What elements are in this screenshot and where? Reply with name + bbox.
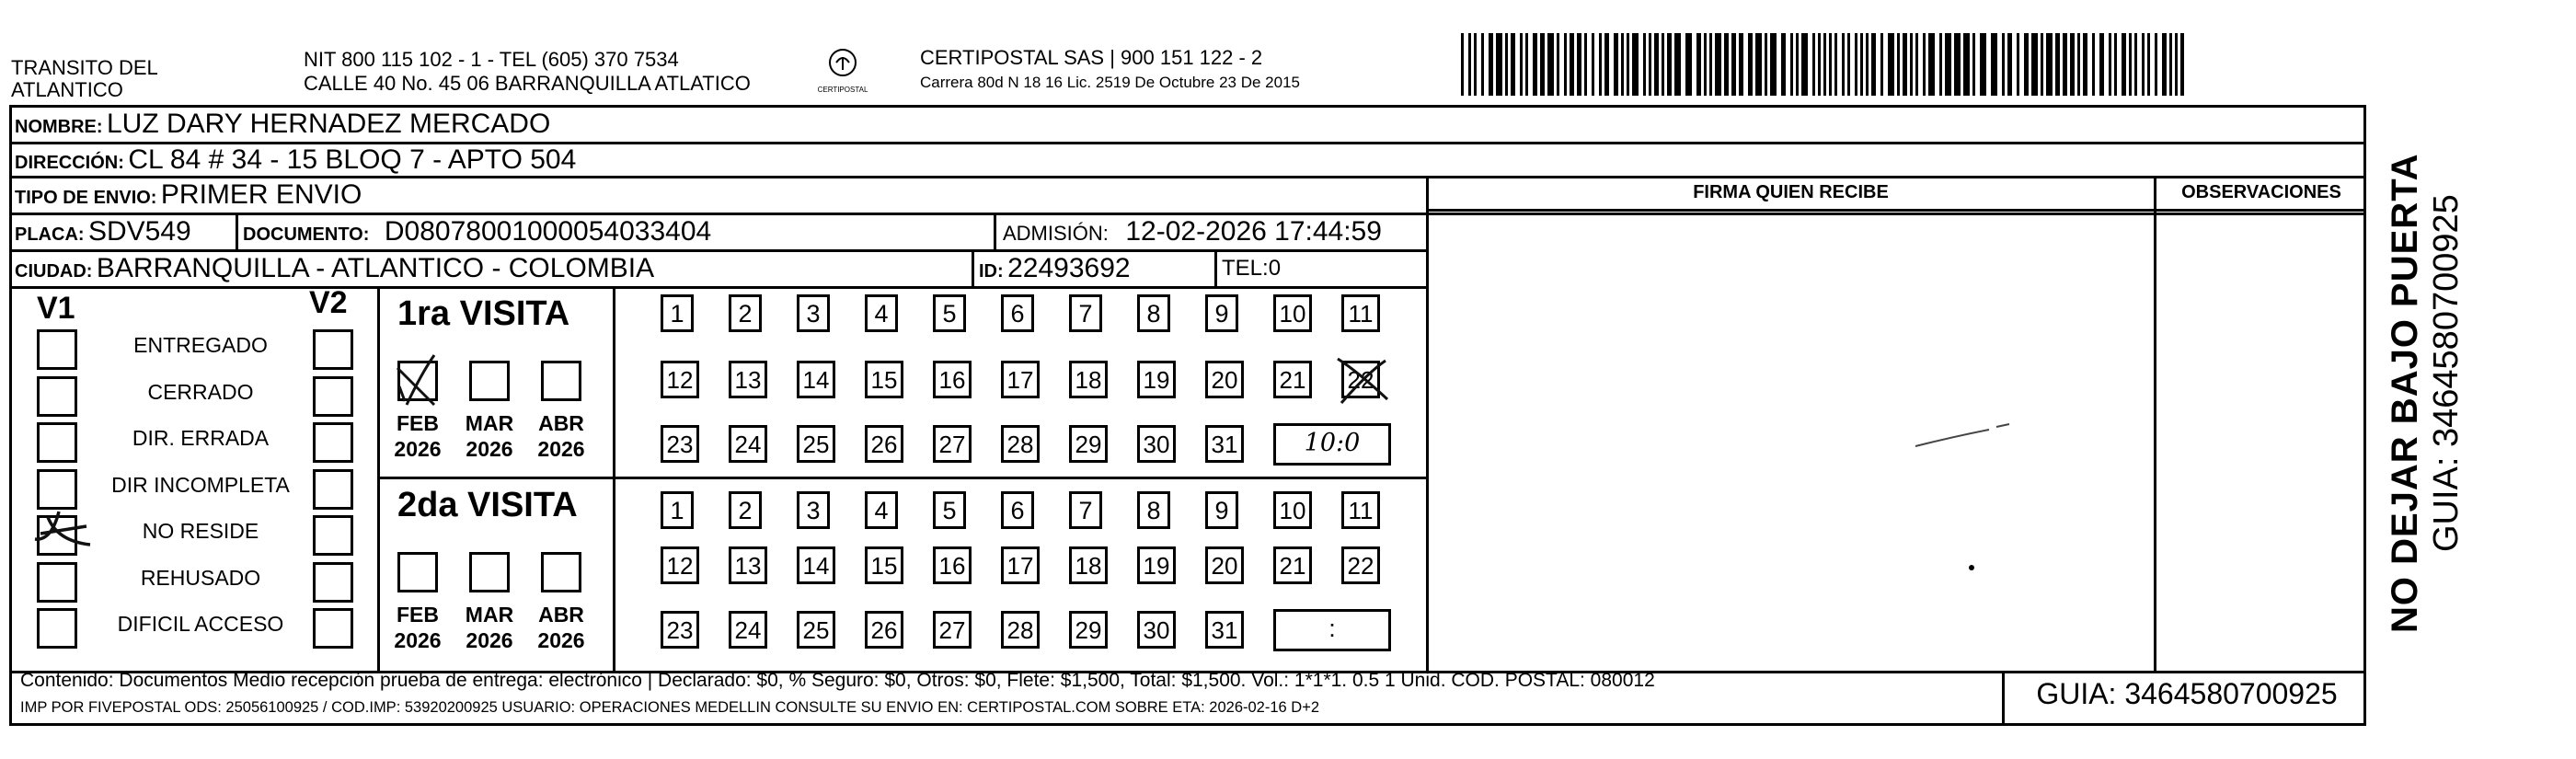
sender-name-line1: TRANSITO DEL [11, 56, 158, 79]
first-day-box[interactable]: 6 [1001, 294, 1034, 332]
reason-label: NO RESIDE [142, 519, 259, 543]
second-day-box[interactable]: 31 [1205, 611, 1244, 649]
certipostal-logo [806, 46, 880, 99]
second-day-box[interactable]: 16 [933, 546, 972, 584]
first-day-box[interactable]: 8 [1137, 294, 1170, 332]
barcode-bar [1765, 33, 1767, 96]
barcode-bar [1790, 33, 1793, 96]
barcode-bar [2169, 33, 2172, 96]
v1-label: V1 [37, 291, 75, 326]
barcode-bar [1468, 33, 1471, 96]
first-day-box[interactable]: 28 [1001, 425, 1040, 463]
barcode-bar [1704, 33, 1707, 96]
barcode-bar [1570, 33, 1574, 96]
barcode-bar [1812, 33, 1815, 96]
first-day-box[interactable]: 1 [661, 294, 694, 332]
barcode-bar [1724, 33, 1729, 96]
barcode-bar [1685, 33, 1692, 96]
month-name: FEB [397, 411, 439, 435]
nombre-label: NOMBRE: [15, 117, 103, 137]
barcode-bar [1557, 33, 1559, 96]
barcode-bar [1860, 33, 1863, 96]
first-day-box[interactable]: 17 [1001, 361, 1040, 398]
documento-label: DOCUMENTO: [243, 224, 370, 245]
month-name: FEB [397, 603, 439, 627]
barcode-bar [1520, 33, 1523, 96]
barcode-bar [1923, 33, 1926, 96]
barcode-bar [1667, 33, 1672, 96]
month-year: 2026 [394, 437, 442, 461]
barcode-bar [1829, 33, 1832, 96]
barcode-bar [1533, 33, 1537, 96]
barcode-bar [1621, 33, 1624, 96]
second-day-box[interactable]: 14 [797, 546, 835, 584]
nombre-field [15, 109, 550, 140]
barcode-bar [1842, 33, 1845, 96]
barcode-bar [1855, 33, 1857, 96]
barcode-bar [1801, 33, 1808, 96]
tel-value: 0 [1268, 256, 1282, 281]
imp-text: IMP POR FIVEPOSTAL ODS: 25056100925 / COD.IMP: 53920200925 USUARIO: OPERACIONES MEDELLIN CONSULTE SU ENVIO EN: CERTIPOSTAL.COM SOBRE ETA: 2026-02-16 D+2 [20, 699, 1320, 716]
logo-text: CERTIPOSTAL [817, 86, 868, 94]
month-name: ABR [538, 603, 584, 627]
second-day-box[interactable]: 1 [661, 491, 694, 529]
second-day-box[interactable]: 28 [1001, 611, 1040, 649]
barcode-bar [1599, 33, 1602, 96]
barcode-bar [2147, 33, 2150, 96]
barcode-bar [1474, 33, 1477, 96]
barcode-bar [2083, 33, 2087, 96]
tipo-envio-label: TIPO DE ENVIO: [15, 188, 157, 208]
id-label: ID: [979, 261, 1004, 282]
first-day-box[interactable]: 7 [1069, 294, 1102, 332]
first-day-box[interactable]: 16 [933, 361, 972, 398]
first-day-box[interactable]: 20 [1205, 361, 1244, 398]
v1-checkbox[interactable] [37, 376, 77, 417]
reason-label: ENTREGADO [133, 333, 268, 357]
side-guia: GUIA: 3464580700925 [2427, 194, 2466, 552]
month-year: 2026 [394, 628, 442, 652]
documento-value: D08078001000054033404 [384, 216, 712, 247]
sender-name [11, 57, 158, 101]
barcode-bar [2114, 33, 2117, 96]
barcode-bar [2063, 33, 2067, 96]
barcode-bar [1972, 33, 1975, 96]
barcode-bar [2129, 33, 2132, 96]
barcode-bar [1818, 33, 1821, 96]
barcode-bar [1770, 33, 1777, 96]
second-day-box[interactable]: 2 [729, 491, 762, 529]
barcode-bar [1963, 33, 1970, 96]
barcode-bar [1739, 33, 1743, 96]
barcode-bar [1709, 33, 1712, 96]
first-day-box[interactable]: 25 [797, 425, 835, 463]
barcode-bar [2046, 33, 2053, 96]
first-day-box[interactable]: 15 [865, 361, 903, 398]
barcode-bar [1939, 33, 1942, 96]
first-day-box[interactable]: 11 [1341, 294, 1380, 332]
barcode-bar [1696, 33, 1701, 96]
direccion-label: DIRECCIÓN: [15, 153, 124, 173]
barcode-bar [1564, 33, 1567, 96]
reason-label: DIR INCOMPLETA [111, 472, 290, 497]
placa-field [15, 216, 191, 247]
first-day-box[interactable]: 9 [1205, 294, 1238, 332]
second-day-box[interactable]: 24 [729, 611, 767, 649]
first-month-checkbox[interactable] [541, 361, 581, 401]
barcode-bar [1505, 33, 1508, 96]
first-month-checkbox[interactable] [397, 361, 438, 401]
month-year: 2026 [537, 437, 585, 461]
second-day-box[interactable]: 22 [1341, 546, 1380, 584]
second-day-box[interactable]: 15 [865, 546, 903, 584]
second-visit-title: 2da VISITA [397, 486, 578, 524]
second-day-box[interactable]: 26 [865, 611, 903, 649]
second-day-box[interactable]: 12 [661, 546, 699, 584]
v1-checkbox[interactable] [37, 562, 77, 603]
barcode-bar [1662, 33, 1664, 96]
reason-label: DIR. ERRADA [132, 426, 270, 450]
barcode-bar [1915, 33, 1918, 96]
barcode-bar [1748, 33, 1753, 96]
first-day-box[interactable]: 2 [729, 294, 762, 332]
direccion-field [15, 144, 576, 176]
barcode-bar [2134, 33, 2137, 96]
barcode-bar [1577, 33, 1581, 96]
barcode-bar [2002, 33, 2005, 96]
direccion-value: CL 84 # 34 - 15 BLOQ 7 - APTO 504 [128, 144, 577, 175]
barcode-bar [1654, 33, 1659, 96]
month-name: MAR [465, 603, 514, 627]
first-day-box[interactable]: 10 [1273, 294, 1312, 332]
barcode-bar [2109, 33, 2111, 96]
barcode-bar [2024, 33, 2029, 96]
id-value: 22493692 [1007, 253, 1131, 283]
v2-checkbox[interactable] [313, 562, 353, 603]
barcode-bar [1715, 33, 1721, 96]
barcode-bar [1755, 33, 1762, 96]
courier-name: CERTIPOSTAL SAS | 900 151 122 - 2 [920, 46, 1263, 69]
second-month-checkbox[interactable] [397, 552, 438, 592]
barcode-bar [2099, 33, 2104, 96]
contenido-text: Contenido: Documentos Medio recepción prueba de entrega: electrónico | Declarado: $0, % Seguro: $0, Otros: $0, Flete: $1,500, Total: $1,500. Vol.: 1*1*1. 0.5 1 Unid. COD. POSTAL: 080012 [20, 670, 1655, 691]
barcode [1461, 33, 2184, 96]
month-name: ABR [538, 411, 584, 435]
v2-checkbox[interactable] [313, 608, 353, 649]
second-day-box[interactable]: 27 [933, 611, 972, 649]
id-field [979, 253, 1131, 284]
barcode-bar [2142, 33, 2145, 96]
barcode-bar [1632, 33, 1639, 96]
first-day-box[interactable]: 12 [661, 361, 699, 398]
first-day-box[interactable]: 27 [933, 425, 972, 463]
tel-label: TEL: [1222, 256, 1269, 281]
second-day-box[interactable]: 21 [1273, 546, 1312, 584]
second-day-box[interactable]: 17 [1001, 546, 1040, 584]
first-month-label [390, 410, 445, 462]
second-month-checkbox[interactable] [469, 552, 510, 592]
second-day-box[interactable]: 30 [1137, 611, 1176, 649]
second-day-box[interactable]: 6 [1001, 491, 1034, 529]
sender-address: CALLE 40 No. 45 06 BARRANQUILLA ATLATICO [304, 72, 751, 95]
first-month-checkbox[interactable] [469, 361, 510, 401]
barcode-bar [1796, 33, 1799, 96]
reason-label: CERRADO [147, 379, 254, 404]
barcode-bar [1888, 33, 1894, 96]
barcode-bar [1489, 33, 1493, 96]
admision-value: 12-02-2026 17:44:59 [1125, 216, 1382, 247]
reason-label: DIFICIL ACCESO [117, 612, 284, 636]
first-day-box[interactable]: 4 [865, 294, 898, 332]
second-day-box[interactable]: 11 [1341, 491, 1380, 529]
barcode-bar [1897, 33, 1900, 96]
barcode-bar [1928, 33, 1935, 96]
second-day-box[interactable]: 19 [1137, 546, 1176, 584]
month-year: 2026 [466, 437, 513, 461]
barcode-bar [1834, 33, 1837, 96]
barcode-bar [2041, 33, 2043, 96]
barcode-bar [1584, 33, 1587, 96]
second-day-box[interactable]: 3 [797, 491, 830, 529]
v1-checkbox[interactable] [37, 422, 77, 463]
second-day-box[interactable]: 25 [797, 611, 835, 649]
first-day-box[interactable]: 22 [1341, 361, 1380, 398]
sender-nit: NIT 800 115 102 - 1 - TEL (605) 370 7534 [304, 48, 679, 71]
barcode-bar [2007, 33, 2012, 96]
first-day-box[interactable]: 3 [797, 294, 830, 332]
barcode-bar [1991, 33, 1997, 96]
second-day-box[interactable]: 13 [729, 546, 767, 584]
second-month-label [534, 602, 589, 653]
barcode-bar [1649, 33, 1651, 96]
placa-value: SDV549 [88, 216, 191, 247]
barcode-bar [2175, 33, 2178, 96]
v1-checkbox[interactable] [37, 329, 77, 370]
barcode-bar [1866, 33, 1869, 96]
barcode-bar [2180, 33, 2184, 96]
ciudad-value: BARRANQUILLA - ATLANTICO - COLOMBIA [96, 253, 655, 283]
first-day-box[interactable]: 5 [933, 294, 966, 332]
barcode-bar [2092, 33, 2095, 96]
first-day-box[interactable]: 23 [661, 425, 699, 463]
v2-checkbox[interactable] [313, 469, 353, 510]
first-day-box[interactable]: 14 [797, 361, 835, 398]
courier-license: Carrera 80d N 18 16 Lic. 2519 De Octubre 23 De 2015 [920, 74, 1300, 91]
barcode-bar [1823, 33, 1826, 96]
sender-name-line2: ATLANTICO [11, 78, 123, 101]
second-day-box[interactable]: 5 [933, 491, 966, 529]
barcode-bar [2031, 33, 2038, 96]
barcode-bar [1547, 33, 1554, 96]
tipo-envio-field [15, 179, 362, 211]
first-day-box[interactable]: 31 [1205, 425, 1244, 463]
barcode-bar [1496, 33, 1502, 96]
barcode-bar [1954, 33, 1961, 96]
second-day-box[interactable]: 7 [1069, 491, 1102, 529]
barcode-bar [2070, 33, 2075, 96]
documento-field [243, 216, 711, 247]
admision-label: ADMISIÓN: [1003, 222, 1109, 245]
first-month-label [462, 410, 517, 462]
second-day-box[interactable]: 4 [865, 491, 898, 529]
barcode-bar [1880, 33, 1883, 96]
v2-checkbox[interactable] [313, 515, 353, 556]
first-day-box[interactable]: 29 [1069, 425, 1108, 463]
month-year: 2026 [537, 628, 585, 652]
second-day-box[interactable]: 18 [1069, 546, 1108, 584]
barcode-bar [2055, 33, 2060, 96]
first-day-box[interactable]: 19 [1137, 361, 1176, 398]
first-time-box[interactable]: 10:0 [1273, 423, 1391, 466]
observaciones-label: OBSERVACIONES [2181, 182, 2341, 202]
barcode-bar [2077, 33, 2080, 96]
barcode-bar [1910, 33, 1913, 96]
v1-checkbox[interactable] [37, 469, 77, 510]
month-name: MAR [465, 411, 514, 435]
barcode-bar [1980, 33, 1986, 96]
nombre-value: LUZ DARY HERNADEZ MERCADO [107, 109, 551, 139]
first-day-box[interactable]: 30 [1137, 425, 1176, 463]
barcode-bar [1511, 33, 1515, 96]
barcode-bar [1903, 33, 1907, 96]
tipo-envio-value: PRIMER ENVIO [160, 179, 362, 210]
barcode-bar [1614, 33, 1618, 96]
second-month-label [390, 602, 445, 653]
v2-checkbox[interactable] [313, 329, 353, 370]
barcode-bar [2155, 33, 2157, 96]
firma-label: FIRMA QUIEN RECIBE [1693, 182, 1889, 202]
second-time-box[interactable]: : [1273, 609, 1391, 651]
barcode-bar [1604, 33, 1609, 96]
barcode-bar [1461, 33, 1464, 96]
barcode-bar [1627, 33, 1629, 96]
second-day-box[interactable]: 20 [1205, 546, 1244, 584]
second-day-box[interactable]: 23 [661, 611, 699, 649]
barcode-bar [2122, 33, 2126, 96]
first-day-box[interactable]: 21 [1273, 361, 1312, 398]
first-day-box[interactable]: 18 [1069, 361, 1108, 398]
placa-label: PLACA: [15, 224, 85, 245]
first-month-label [534, 410, 589, 462]
second-day-box[interactable]: 29 [1069, 611, 1108, 649]
tel-field [1222, 256, 1281, 282]
barcode-bar [1525, 33, 1528, 96]
barcode-bar [1945, 33, 1951, 96]
first-day-box[interactable]: 24 [729, 425, 767, 463]
ciudad-label: CIUDAD: [15, 261, 93, 282]
admision-field [1003, 216, 1382, 247]
v2-checkbox[interactable] [313, 376, 353, 417]
reason-label: REHUSADO [140, 565, 261, 590]
barcode-bar [1481, 33, 1484, 96]
barcode-bar [2017, 33, 2019, 96]
barcode-bar [1847, 33, 1850, 96]
first-day-box[interactable]: 26 [865, 425, 903, 463]
second-day-box[interactable]: 9 [1205, 491, 1238, 529]
footer-guia: GUIA: 3464580700925 [2036, 677, 2338, 710]
side-warning: NO DEJAR BAJO PUERTA [2385, 153, 2425, 633]
v1-checkbox[interactable] [37, 515, 77, 556]
second-day-box[interactable]: 10 [1273, 491, 1312, 529]
barcode-bar [1731, 33, 1736, 96]
v1-checkbox[interactable] [37, 608, 77, 649]
barcode-bar [1643, 33, 1646, 96]
barcode-bar [1781, 33, 1786, 96]
second-month-label [462, 602, 517, 653]
barcode-bar [1674, 33, 1681, 96]
barcode-bar [1592, 33, 1594, 96]
v2-checkbox[interactable] [313, 422, 353, 463]
barcode-bar [1540, 33, 1545, 96]
ciudad-field [15, 253, 654, 284]
second-month-checkbox[interactable] [541, 552, 581, 592]
first-day-box[interactable]: 13 [729, 361, 767, 398]
month-year: 2026 [466, 628, 513, 652]
first-visit-title: 1ra VISITA [397, 294, 570, 333]
barcode-bar [2162, 33, 2167, 96]
second-day-box[interactable]: 8 [1137, 491, 1170, 529]
barcode-bar [1871, 33, 1876, 96]
v2-label: V2 [309, 285, 348, 320]
